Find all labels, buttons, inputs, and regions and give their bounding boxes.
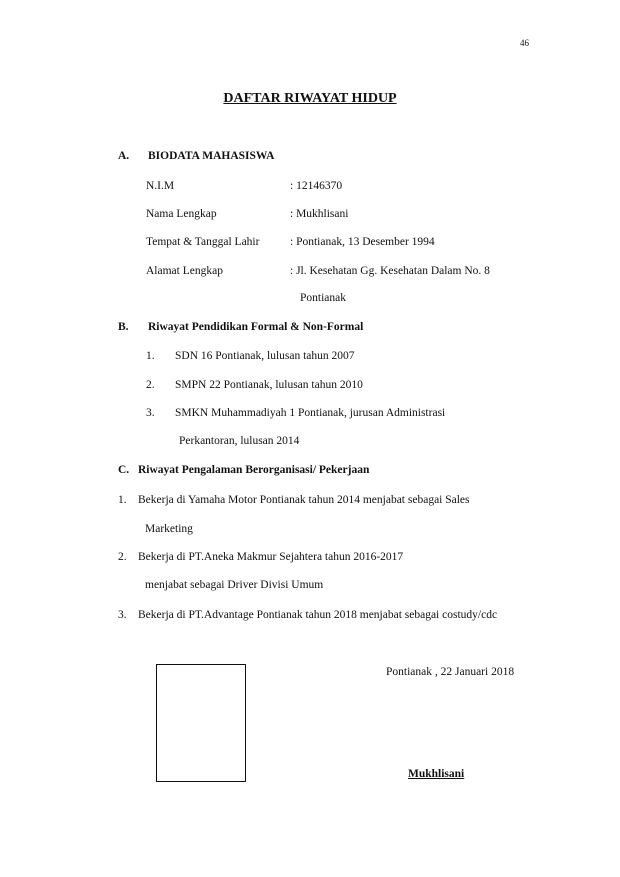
photo-placeholder xyxy=(156,664,246,782)
work-item-1-continued: Marketing xyxy=(145,523,193,535)
section-a-letter: A. xyxy=(118,150,130,162)
biodata-value-nim: : 12146370 xyxy=(290,180,343,192)
work-item-2: Bekerja di PT.Aneka Makmur Sejahtera tahun 2016-2017 xyxy=(138,551,404,563)
work-item-2-number: 2. xyxy=(118,551,127,563)
education-item-2-number: 2. xyxy=(146,379,155,391)
education-item-3: SMKN Muhammadiyah 1 Pontianak, jurusan Administrasi xyxy=(175,407,446,419)
work-item-3: Bekerja di PT.Advantage Pontianak tahun 2018 menjabat sebagai costudy/cdc xyxy=(138,609,498,621)
section-b-letter: B. xyxy=(118,321,129,333)
section-a-title: BIODATA MAHASISWA xyxy=(148,150,275,162)
biodata-label-name: Nama Lengkap xyxy=(146,208,217,220)
education-item-3-number: 3. xyxy=(146,407,155,419)
biodata-address-continued: Pontianak xyxy=(300,292,346,304)
signature-place-date: Pontianak , 22 Januari 2018 xyxy=(386,666,515,678)
education-item-3-continued: Perkantoran, lulusan 2014 xyxy=(179,435,300,447)
education-item-2: SMPN 22 Pontianak, lulusan tahun 2010 xyxy=(175,379,363,391)
biodata-value-name: : Mukhlisani xyxy=(290,208,349,220)
document-title: DAFTAR RIWAYAT HIDUP xyxy=(223,91,397,106)
education-item-1-number: 1. xyxy=(146,350,155,362)
work-item-3-number: 3. xyxy=(118,609,127,621)
biodata-value-birth: : Pontianak, 13 Desember 1994 xyxy=(290,236,435,248)
biodata-label-address: Alamat Lengkap xyxy=(146,265,223,277)
section-c-letter: C. xyxy=(118,464,130,476)
biodata-label-birth: Tempat & Tanggal Lahir xyxy=(146,236,260,248)
education-item-1: SDN 16 Pontianak, lulusan tahun 2007 xyxy=(175,350,355,362)
page-number: 46 xyxy=(520,38,529,48)
work-item-2-continued: menjabat sebagai Driver Divisi Umum xyxy=(145,579,324,591)
work-item-1: Bekerja di Yamaha Motor Pontianak tahun 2014 menjabat sebagai Sales xyxy=(138,494,470,506)
section-b-title: Riwayat Pendidikan Formal & Non-Formal xyxy=(148,321,364,333)
biodata-value-address: : Jl. Kesehatan Gg. Kesehatan Dalam No. 8 xyxy=(290,265,490,277)
section-c-title: Riwayat Pengalaman Berorganisasi/ Pekerjaan xyxy=(138,464,370,476)
biodata-label-nim: N.I.M xyxy=(146,180,175,192)
work-item-1-number: 1. xyxy=(118,494,127,506)
signature-name: Mukhlisani xyxy=(408,768,465,780)
